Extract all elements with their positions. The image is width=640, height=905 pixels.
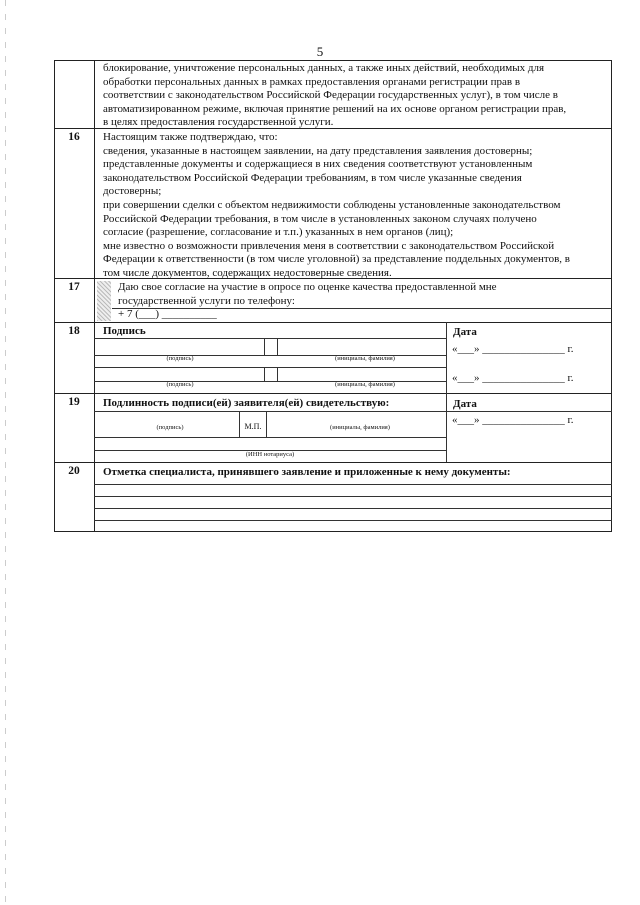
row16-text [103, 131, 608, 281]
date-field[interactable]: «___» _______________ г. [452, 414, 574, 426]
cell-divider [277, 338, 278, 355]
text-line: при совершении сделки с объектом недвижимости соблюдены установленные законодательством [103, 198, 561, 211]
text-line: законодательством Российской Федерации требованиям, в том числе указанные сведения [103, 171, 522, 184]
cell-divider [277, 367, 278, 381]
date-label: Дата [453, 398, 477, 410]
text-line: Настоящим также подтверждаю, что: [103, 131, 278, 143]
date-field[interactable]: «___» _______________ г. [452, 372, 574, 384]
signature-title: Подпись [103, 325, 146, 337]
text-line: достоверны; [103, 185, 162, 198]
date-field[interactable]: «___» _______________ г. [452, 343, 574, 355]
text-line: соответствии с законодательством Российской Федерации государственных услуг), в том числе в [103, 89, 558, 102]
row15-text [103, 62, 608, 130]
field-line [94, 411, 612, 412]
field-line [94, 437, 446, 438]
row-separator [54, 462, 612, 463]
signature-caption: (подпись) [156, 424, 184, 431]
field-line [94, 520, 612, 521]
scan-edge [5, 0, 6, 905]
text-line: сведения, указанные в настоящем заявлении, на дату представления заявления достоверны; [103, 144, 533, 157]
name-caption: (инициалы, фамилия) [335, 381, 395, 388]
cell-divider [266, 411, 267, 437]
date-label: Дата [453, 326, 477, 338]
inn-caption: (ИНН нотариуса) [245, 451, 295, 458]
field-line [94, 496, 612, 497]
row-number: 19 [68, 396, 80, 408]
field-line [94, 367, 446, 368]
column-divider [446, 393, 447, 462]
cell-divider [264, 338, 265, 355]
signature-caption: (подпись) [166, 381, 194, 388]
row-number: 18 [68, 325, 80, 337]
text-line: согласие (разрешение, согласование и т.п.) указанных в нем органов (лиц); [103, 226, 454, 239]
text-line: обработки персональных данных в рамках предоставления органами регистрации прав в [103, 75, 521, 88]
name-caption: (инициалы, фамилия) [330, 424, 390, 431]
page-number: 5 [316, 44, 324, 59]
cell-divider [264, 367, 265, 381]
signature-caption: (подпись) [166, 355, 194, 362]
text-line: Российской Федерации требования, в том числе в установленных законом случаях получено [103, 212, 537, 225]
row-number: 17 [68, 281, 80, 293]
row-separator [54, 322, 612, 323]
field-line [94, 484, 612, 485]
field-line [94, 508, 612, 509]
phone-field[interactable]: + 7 (___) __________ [118, 308, 217, 320]
specialist-title: Отметка специалиста, принявшего заявление и приложенные к нему документы: [103, 466, 511, 478]
row17-text [118, 281, 608, 308]
field-line [94, 338, 446, 339]
text-line: Федерации к ответственности (в том числе уголовной) за представление поддельных документов, в [103, 253, 570, 266]
text-line: мне известно о возможности привлечения меня в соответствии с законодательством Российской [103, 239, 555, 252]
row-separator [54, 393, 612, 394]
seal-label: М.П. [244, 422, 262, 431]
text-line: государственной услуги по телефону: [118, 294, 295, 307]
text-line: Даю свое согласие на участие в опросе по оценке качества предоставленной мне [118, 281, 497, 293]
text-line: в целях предоставления государственной услуги. [103, 116, 334, 129]
text-line: блокирование, уничтожение персональных данных, а также иных действий, необходимых для [103, 62, 545, 74]
row-number: 20 [68, 465, 80, 477]
text-line: представленные документы и содержащиеся в них сведения соответствуют установленным [103, 158, 533, 171]
consent-checkbox[interactable] [97, 281, 111, 321]
notary-title: Подлинность подписи(ей) заявителя(ей) свидетельствую: [103, 397, 390, 409]
column-divider [446, 322, 447, 393]
text-line: автоматизированном режиме, включая принятие решений на их основе органом регистрации прав, [103, 102, 567, 115]
text-line: том числе документов, содержащих недостоверные сведения. [103, 266, 392, 279]
row-number: 16 [68, 131, 80, 143]
name-caption: (инициалы, фамилия) [335, 355, 395, 362]
